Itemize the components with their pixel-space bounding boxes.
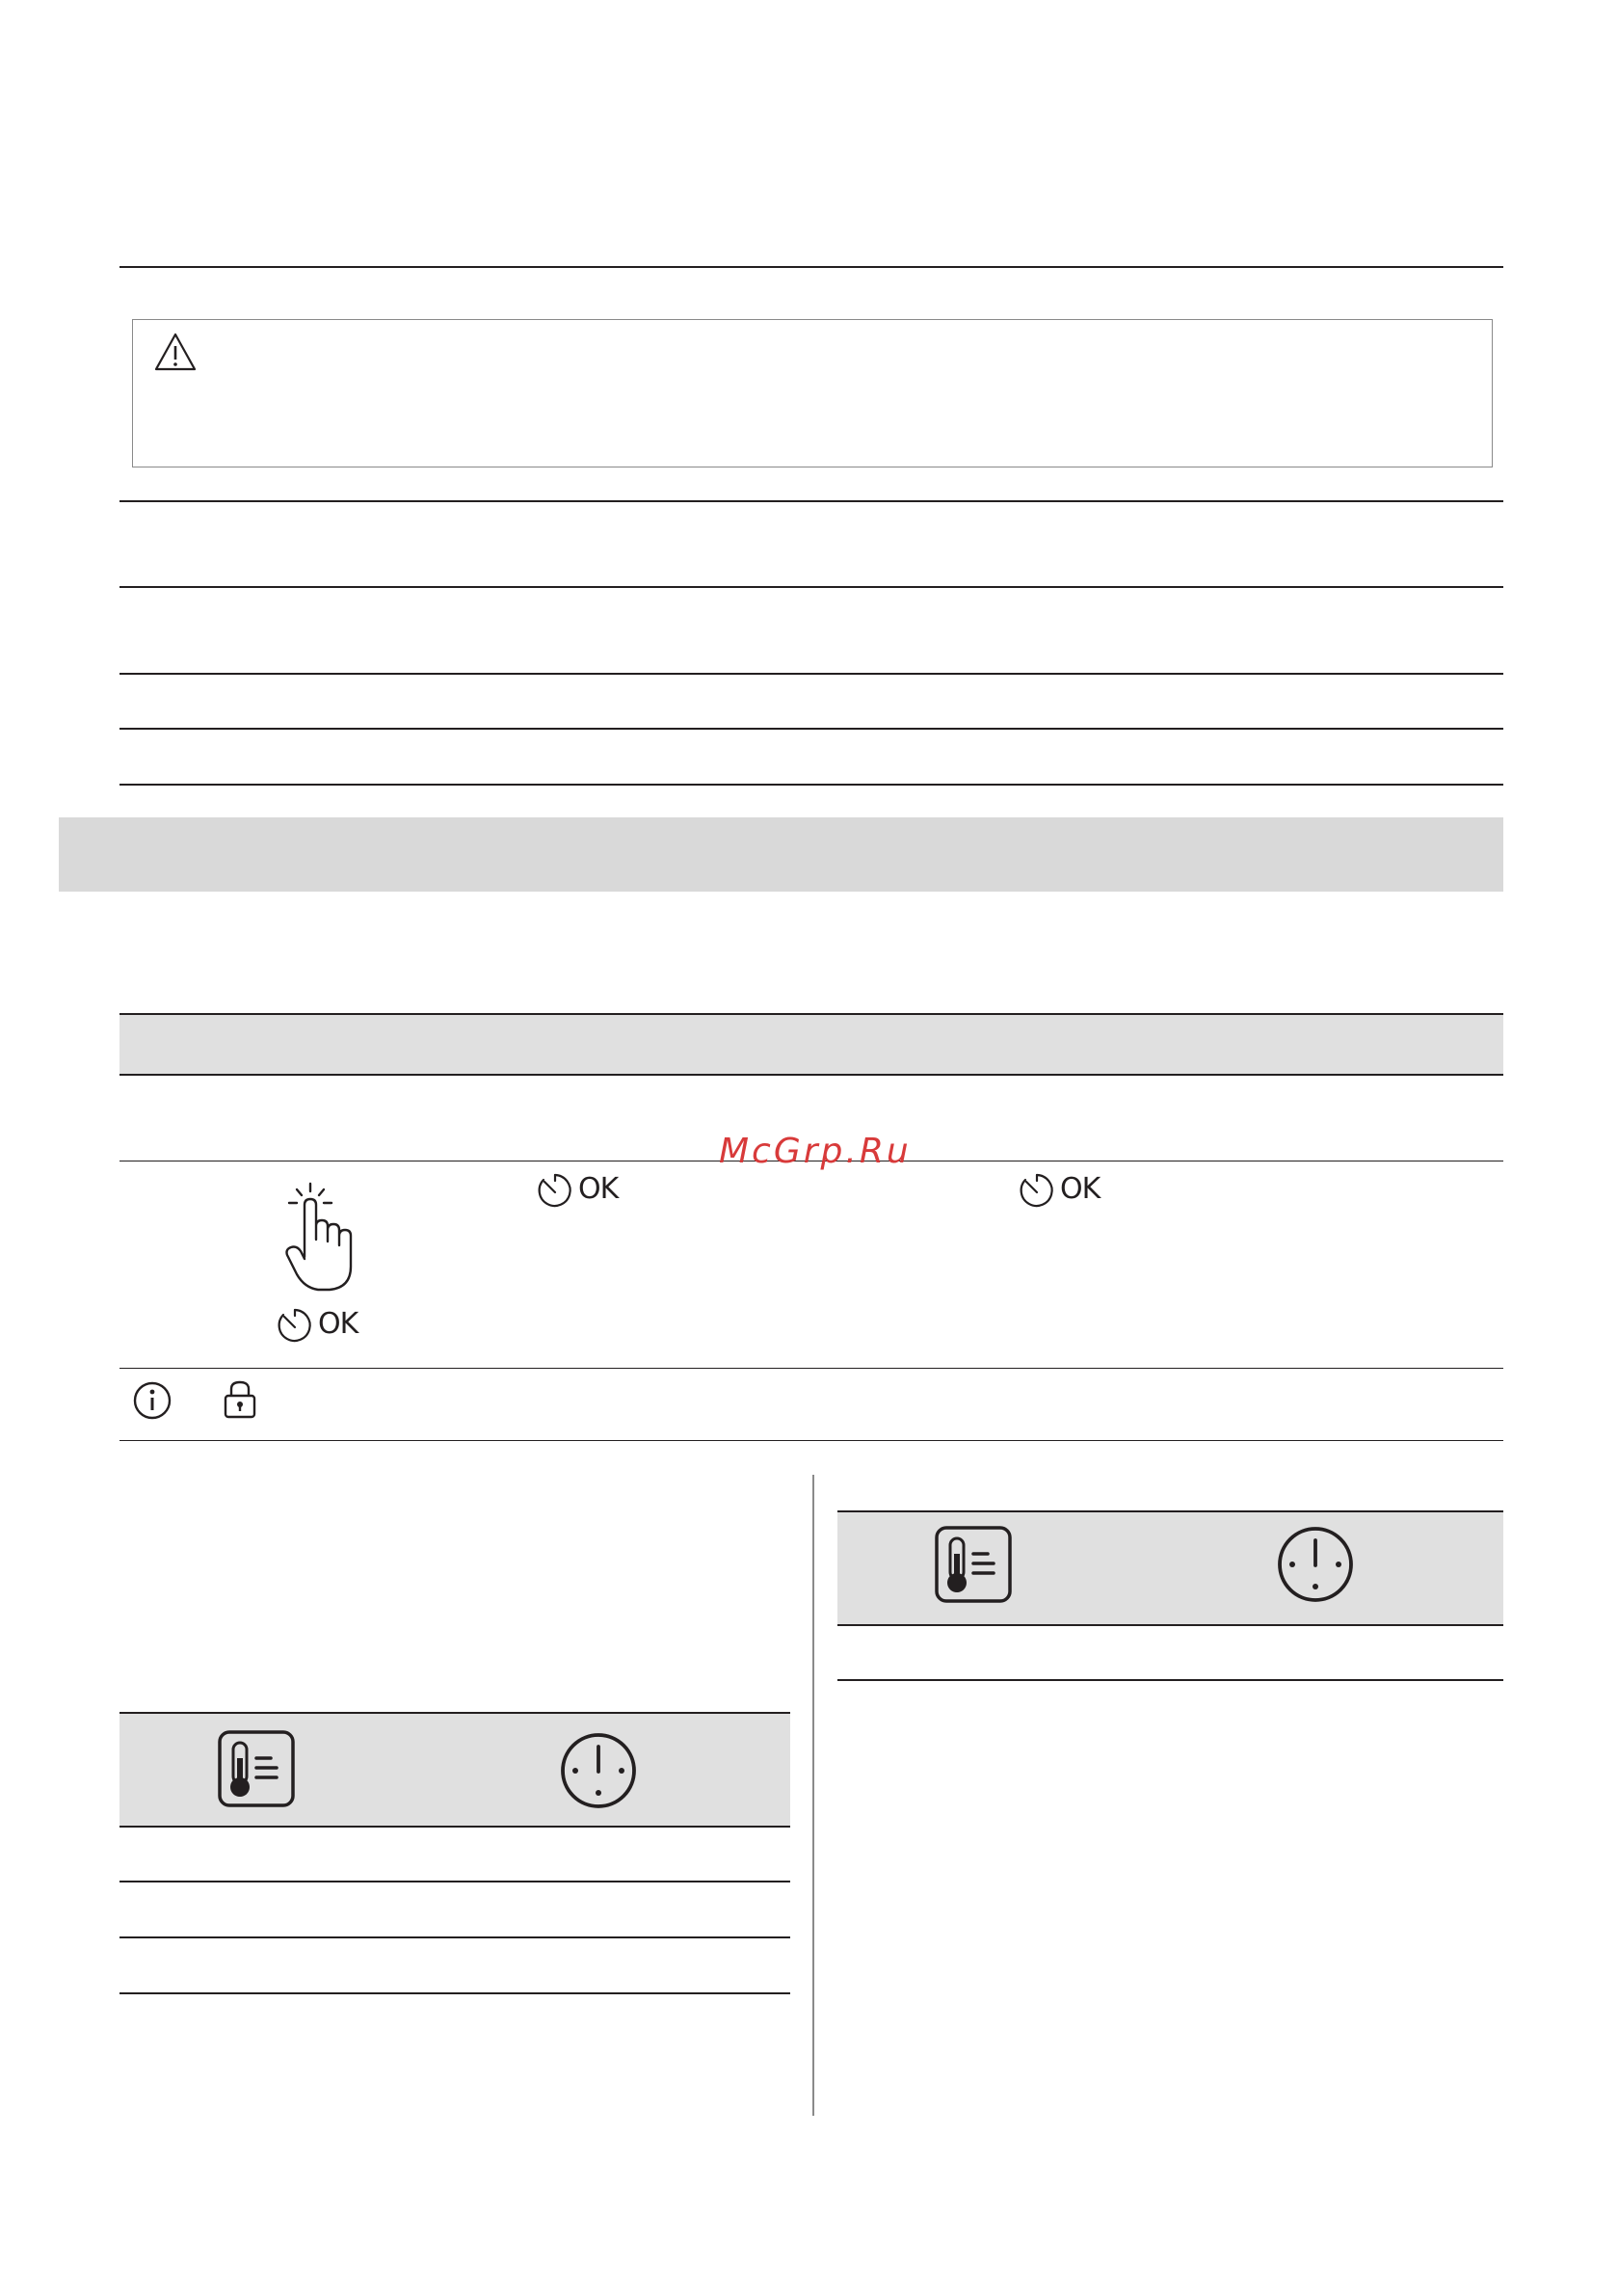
hand-tap-icon (281, 1182, 358, 1297)
table-rule (119, 1712, 790, 1714)
top-rule (119, 266, 1503, 268)
clock-icon (559, 1731, 638, 1810)
table-rule (119, 1826, 790, 1828)
thermometer-icon (934, 1525, 1013, 1604)
warning-triangle-icon (153, 332, 198, 372)
timer-icon (1019, 1172, 1055, 1209)
table-rule (119, 1881, 790, 1882)
table-rule (119, 1368, 1503, 1369)
column-divider (812, 1475, 814, 2116)
table-rule (119, 500, 1503, 502)
warning-box (132, 319, 1493, 467)
table-rule (119, 673, 1503, 675)
table-rule (119, 586, 1503, 588)
table-rule (119, 728, 1503, 730)
timer-icon (277, 1307, 313, 1344)
table-rule (119, 1013, 1503, 1015)
table-rule (837, 1624, 1503, 1626)
thermometer-icon (217, 1729, 296, 1808)
watermark-text: McGrp.Ru (719, 1132, 912, 1171)
lock-icon (222, 1378, 258, 1421)
timer-icon (537, 1172, 573, 1209)
table-rule (119, 1936, 790, 1938)
table-rule (119, 1992, 790, 1994)
ok-label: OK (578, 1172, 619, 1206)
ok-label: OK (318, 1307, 358, 1341)
table-rule (119, 1074, 1503, 1076)
table-header-band (119, 1014, 1503, 1074)
table-rule (119, 784, 1503, 786)
table-rule (837, 1679, 1503, 1681)
ok-label: OK (1060, 1172, 1101, 1206)
clock-icon (1276, 1525, 1355, 1604)
section-header-band (59, 817, 1503, 892)
table-rule (119, 1440, 1503, 1441)
table-rule (837, 1510, 1503, 1512)
info-icon (132, 1380, 172, 1421)
